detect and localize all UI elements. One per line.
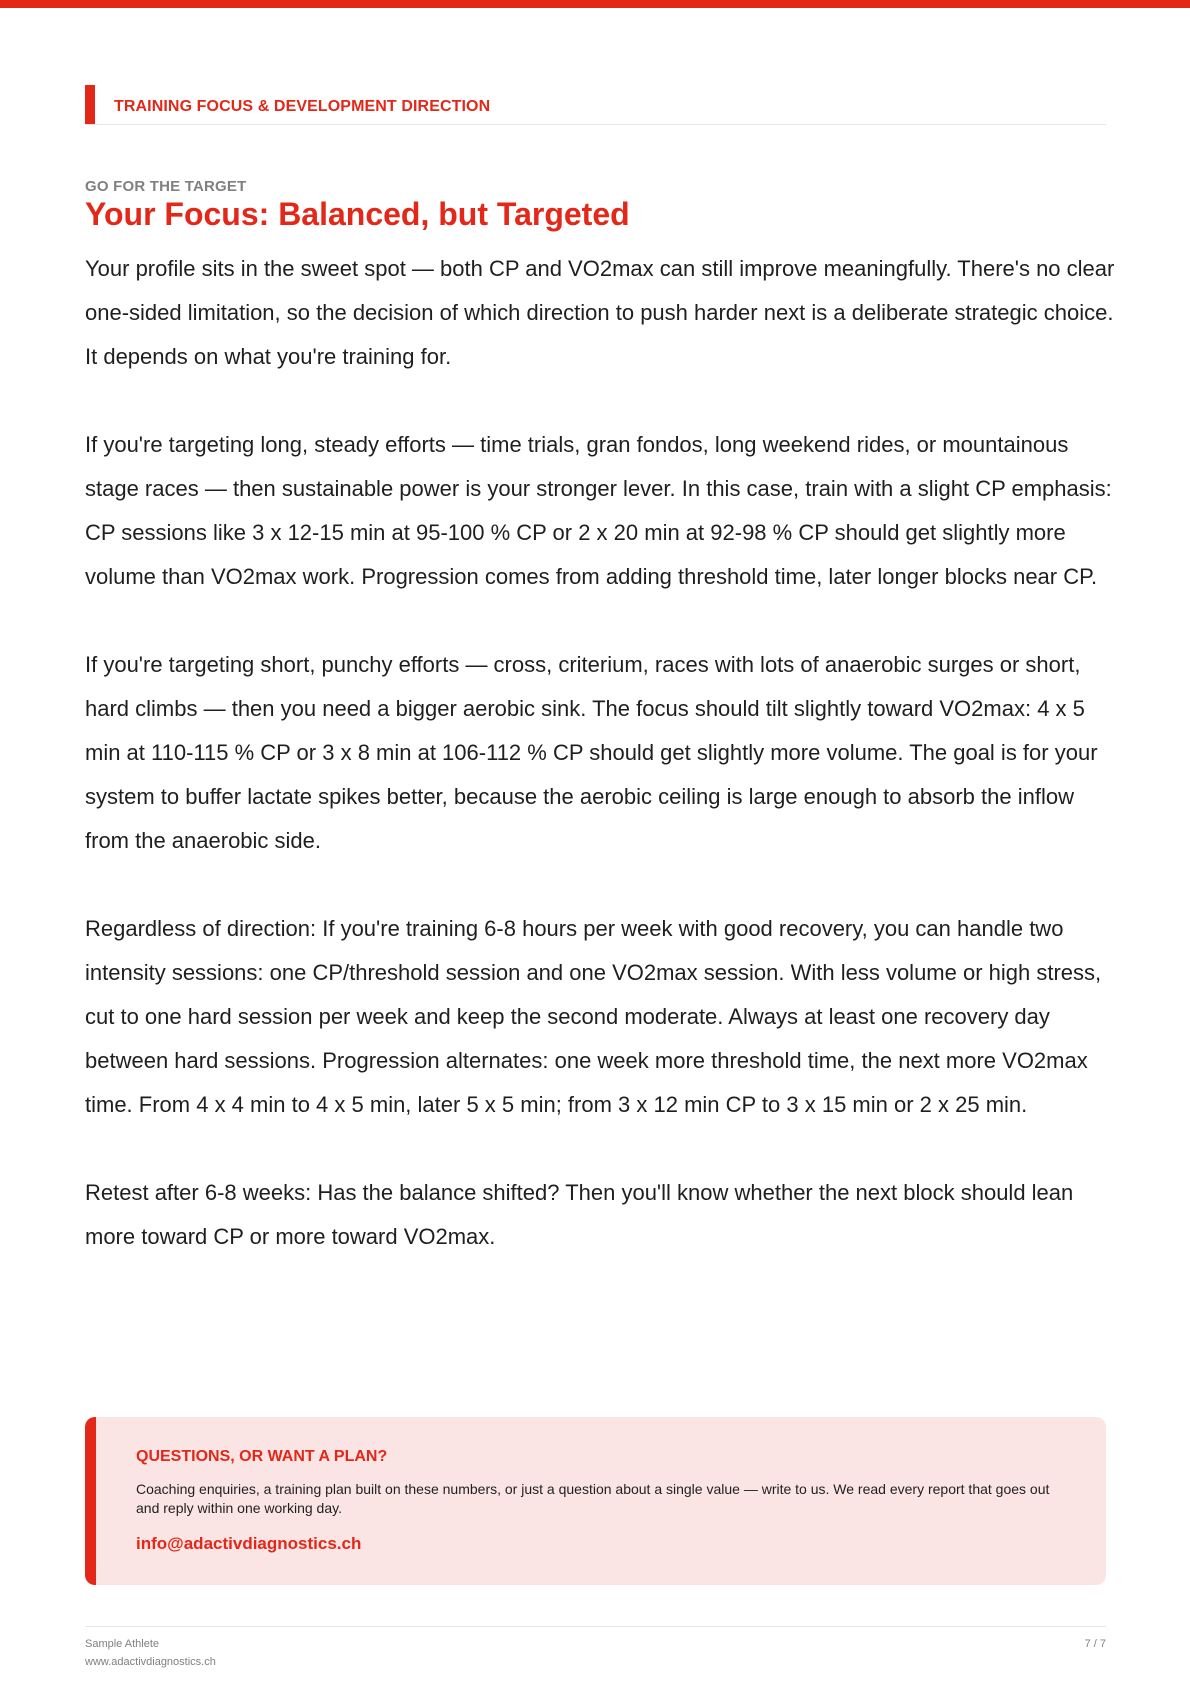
footer-athlete-name: Sample Athlete: [85, 1638, 159, 1650]
section-header: [85, 85, 1106, 125]
contact-callout: [85, 1417, 1106, 1585]
paragraph: If you're targeting long, steady efforts — time trials, gran fondos, long weekend rides, or mountainous stage races — then sustainable power is your stronger lever. In this case, train with a slight CP emphasis: CP sessions like 3 x 12-15 min at 95-100 % CP or 2 x 20 min at 92-98 % CP should get slightly more volume than VO2max work. Progression comes from adding threshold time, later longer blocks near CP.: [85, 432, 1112, 589]
section-accent-bar: [85, 85, 95, 124]
page-kicker: GO FOR THE TARGET: [85, 178, 247, 195]
callout-title: QUESTIONS, OR WANT A PLAN?: [136, 1448, 388, 1465]
footer-website: www.adactivdiagnostics.ch: [85, 1656, 216, 1668]
paragraph: If you're targeting short, punchy efforts — cross, criterium, races with lots of anaerobic surges or short, hard climbs — then you need a bigger aerobic sink. The focus should tilt slightly toward VO2max: 4 x 5 min at 110-115 % CP or 3 x 8 min at 106-112 % CP should get slightly more volume. The goal is for your system to buffer lactate spikes better, because the aerobic ceiling is large enough to absorb the inflow from the anaerobic side.: [85, 652, 1098, 853]
page-number: 7 / 7: [1084, 1638, 1106, 1650]
footer-divider: [85, 1626, 1106, 1627]
contact-email-link[interactable]: info@adactivdiagnostics.ch: [136, 1534, 362, 1553]
paragraph: Your profile sits in the sweet spot — both CP and VO2max can still improve meaningfully. There's no clear one-sided limitation, so the decision of which direction to push harder next is a deliberate strategic choice. It depends on what you're training for.: [85, 256, 1115, 369]
top-accent-bar: [0, 0, 1190, 8]
paragraph: Retest after 6-8 weeks: Has the balance shifted? Then you'll know whether the next block should lean more toward CP or more toward VO2max.: [85, 1180, 1074, 1249]
page-title: Your Focus: Balanced, but Targeted: [85, 196, 630, 232]
section-title: TRAINING FOCUS & DEVELOPMENT DIRECTION: [114, 98, 491, 115]
body-text: [85, 247, 1115, 1303]
paragraph: Regardless of direction: If you're training 6-8 hours per week with good recovery, you can handle two intensity sessions: one CP/threshold session and one VO2max session. With less volume or high stress, cut to one hard session per week and keep the second moderate. Always at least one recovery day between hard sessions. Progression alternates: one week more threshold time, the next more VO2max time. From 4 x 4 min to 4 x 5 min, later 5 x 5 min; from 3 x 12 min CP to 3 x 15 min or 2 x 25 min.: [85, 916, 1102, 1117]
callout-accent-bar: [85, 1417, 96, 1585]
callout-text: Coaching enquiries, a training plan built on these numbers, or just a question about a single value — write to us. We read every report that goes out and reply within one working day.: [136, 1481, 1050, 1516]
